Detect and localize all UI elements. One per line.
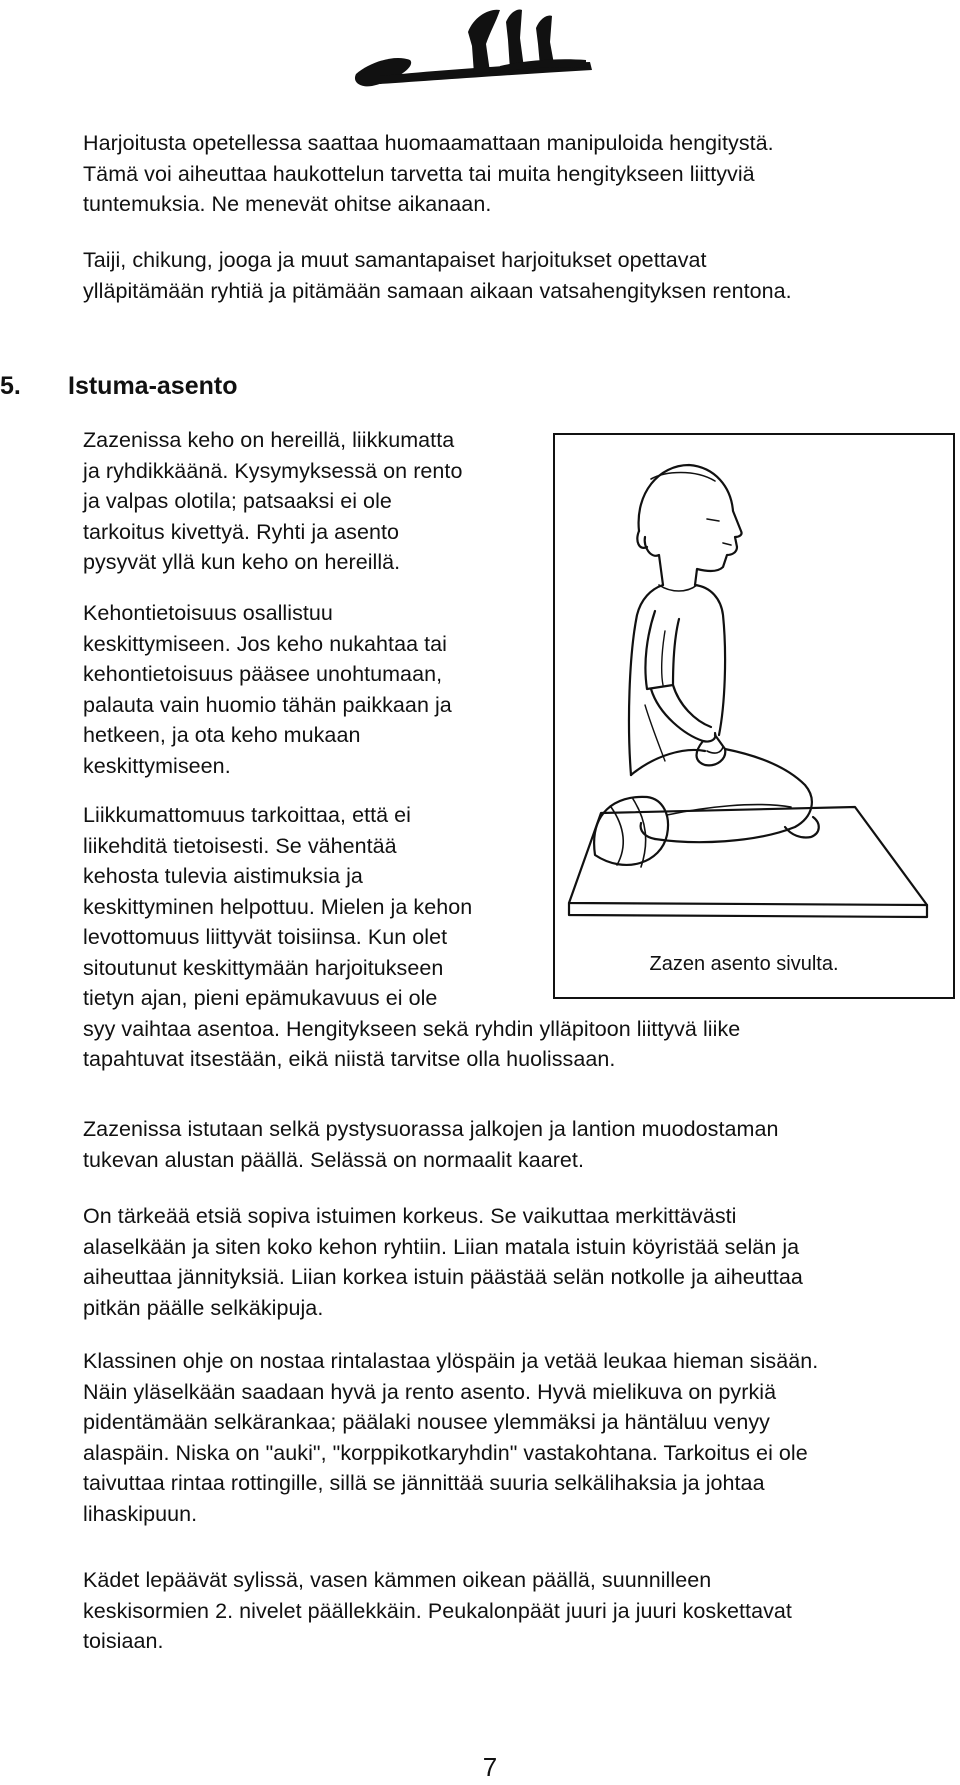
section-paragraph-7: Kädet lepäävät sylissä, vasen kämmen oikean päällä, suunnilleen keskisormien 2. nivelet päällekkäin. Peukalonpäät juuri ja juuri koskettavat toisiaan. (83, 1568, 792, 1653)
section-heading (0, 369, 237, 403)
section-title: Istuma-asento (68, 372, 238, 400)
section-paragraph-6: Klassinen ohje on nostaa rintalastaa ylöspäin ja vetää leukaa hieman sisään. Näin yläselkään saadaan hyvä ja rento asento. Hyvä mielikuva on pyrkiä pidentämään selkärankaa; päälaki nousee ylemmäksi ja häntäluu venyy alaspäin. Niska on "auki", "korppikotkaryhdin" vastakohtana. Tarkoitus ei ole taivuttaa rintaa rottingille, sillä se jännittää suuria selkälihaksia ja johtaa lihaskipuun. (83, 1349, 819, 1526)
intro-paragraph-1: Harjoitusta opetellessa saattaa huomaamattaan manipuloida hengitystä. Tämä voi aiheuttaa haukottelun tarvetta tai muita hengitykseen liittyviä tuntemuksia. Ne menevät ohitse aikanaan. (83, 131, 774, 216)
intro-paragraph-2: Taiji, chikung, jooga ja muut samantapaiset harjoitukset opettavat ylläpitämään ryhtiä ja pitämään samaan aikaan vatsahengityksen rentona. (83, 248, 792, 303)
section-paragraph-4: Zazenissa istutaan selkä pystysuorassa jalkojen ja lantion muodostaman tukevan alustan päällä. Selässä on normaalit kaaret. (83, 1117, 779, 1172)
zazen-figure (553, 433, 955, 999)
figure-caption: Zazen asento sivulta. (649, 953, 839, 975)
section-paragraph-5: On tärkeää etsiä sopiva istuimen korkeus. Se vaikuttaa merkittävästi alaselkään ja siten koko kehon ryhtiin. Liian matala istuin köyristää selän ja aiheuttaa jännityksiä. Liian korkea istuin päästää selän notkolle ja aiheuttaa pitkän päälle selkäkipuja. (83, 1204, 803, 1320)
section-paragraph-3: Liikkumattomuus tarkoittaa, että ei liikehditä tietoisesti. Se vähentää kehosta tulevia aistimuksia ja keskittyminen helpottuu. Mielen ja kehon levottomuus liittyvät toisiinsa. Kun olet sitoutunut keskittymään harjoitukseen tietyn ajan, pieni epämukavuus ei ole syy vaihtaa asentoa. Hengitykseen sekä ryhdin ylläpitoon liittyvä liike tapahtuvat itsestään, eikä niistä tarvitse olla huolissaan. (83, 803, 741, 1071)
section-paragraph-2: Kehontietoisuus osallistuu keskittymiseen. Jos keho nukahtaa tai kehontietoisuus pääsee unohtumaan, palauta vain huomio tähän paikkaan ja hetkeen, ja ota keho mukaan keskittymiseen. (83, 601, 452, 778)
calligraphy-logo-icon (350, 2, 600, 94)
page-number: 7 (482, 1752, 498, 1782)
section-paragraph-1: Zazenissa keho on hereillä, liikkumatta ja ryhdikkäänä. Kysymyksessä on rento ja valpas olotila; patsaaksi ei ole tarkoitus kivettyä. Ryhti ja asento pysyvät yllä kun keho on hereillä. (83, 428, 463, 574)
section-number: 5. (0, 372, 21, 400)
zazen-posture-illustration-icon (555, 435, 953, 940)
